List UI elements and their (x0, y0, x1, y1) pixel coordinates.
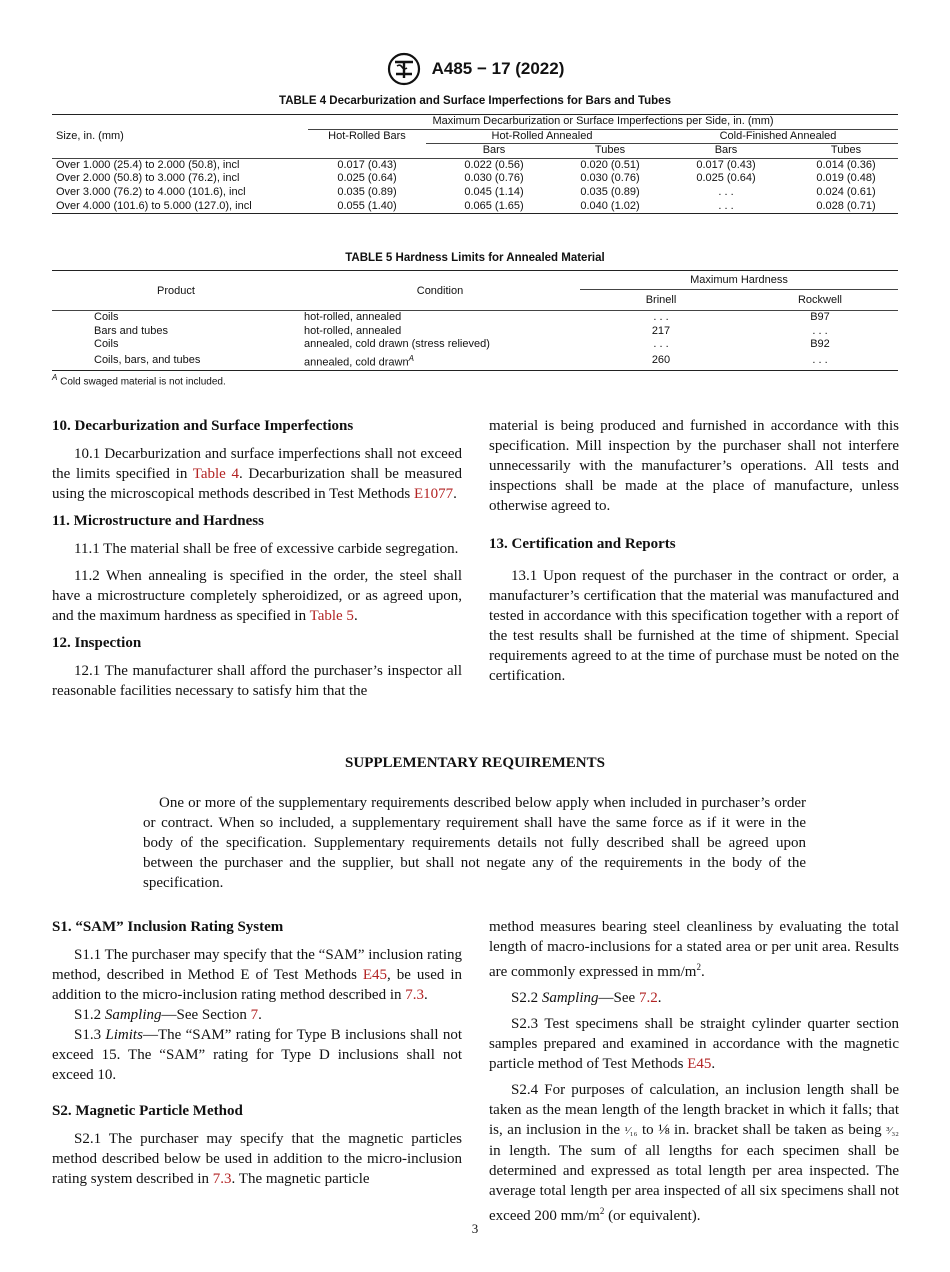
para-s2-2 (489, 988, 899, 1008)
text: S1.3 (74, 1027, 106, 1043)
text: 11.2 When annealing is specified in the order, the steel shall have a microstructure completely spheroidized, or as agreed upon, and the maximum hardness as specified in (52, 568, 462, 624)
text: S2.4 For purposes of calculation, an inclusion length shall be taken as the mean length of the length bracket in which it falls; that is, an inclusion in the (489, 1082, 899, 1138)
table5-cell: annealed, cold drawn (stress relieved) (304, 338, 490, 351)
superscript: 2 (696, 962, 701, 972)
table4-cell: 0.017 (0.43) (696, 158, 756, 171)
text: . (353, 608, 358, 624)
table5-rockwell-header: Rockwell (797, 294, 842, 306)
para-s1-2 (52, 1005, 462, 1025)
supplementary-right-column (489, 917, 899, 1233)
s2-title: S2. Magnetic Particle Method (52, 1103, 243, 1119)
table5-cell: . . . (653, 311, 669, 323)
text: method measures bearing steel cleanliness by evaluating the total length of macro-inclusions for a stated area or per unit area. Results are commonly expressed in mm/m (489, 919, 899, 980)
table4-cell: 0.030 (0.76) (580, 172, 640, 185)
text: . (711, 1056, 716, 1072)
table5-cell: Bars and tubes (94, 324, 168, 337)
text: —See Section (161, 1007, 251, 1023)
section-7-link[interactable]: 7 (250, 1007, 259, 1023)
table4-cell: 0.030 (0.76) (464, 172, 524, 185)
table5 (52, 270, 898, 371)
table5-cell: hot-rolled, annealed (304, 311, 402, 323)
text: 10.1 Decarburization and surface imperfections shall not exceed the limits specified in (52, 446, 462, 482)
right-column-sections (489, 416, 899, 693)
table4-cell: 0.025 (0.64) (337, 172, 397, 185)
text: —See (598, 990, 639, 1006)
e1077-link[interactable]: E1077 (413, 486, 454, 502)
para-s2-1 (52, 1129, 462, 1189)
table4-caption: TABLE 4 Decarburization and Surface Imperfections for Bars and Tubes (279, 95, 671, 107)
table5-product-header: Product (157, 284, 195, 297)
section-7-2-link[interactable]: 7.2 (638, 990, 658, 1006)
text: . The magnetic particle (231, 1171, 370, 1187)
table5-footnote (52, 373, 226, 387)
table4-cell: 0.019 (0.48) (816, 172, 876, 185)
section-13-title: 13. Certification and Reports (489, 536, 676, 552)
supplementary-intro: One or more of the supplementary requirements described below apply when included in purchaser’s order or contract. When so included, a supplementary requirement shall have the same force as if it were in the body of the specification. Supplementary requirements details not fully described shall be agreed upon between the purchaser and the supplier, but shall not negate any of the requirements in the body of the specification. (143, 795, 806, 891)
table4-cell: . . . (718, 199, 734, 212)
fraction: ¹⁄₁₆ (624, 1125, 638, 1137)
text: —The “SAM” rating for Type B inclusions shall not exceed 15. The “SAM” rating for Type D inclusions shall not exceed 10. (52, 1027, 463, 1083)
footnote-text: Cold swaged material is not included. (60, 376, 226, 388)
table4-cell: Over 2.000 (50.8) to 3.000 (76.2), incl (56, 172, 240, 185)
section-7-3-link[interactable]: 7.3 (212, 1171, 232, 1187)
table5-caption: TABLE 5 Hardness Limits for Annealed Material (345, 252, 605, 264)
table4-cell: 0.035 (0.89) (337, 185, 397, 198)
text: . Decarburization shall be measured using the microscopical methods described in Test Methods (52, 466, 462, 502)
text: S1.1 The purchaser may specify that the “SAM” inclusion rating method, described in Method E of Test Methods (52, 947, 462, 983)
table5-cell: 217 (651, 324, 671, 337)
superscript: 2 (599, 1206, 605, 1216)
table4-spanning-header: Maximum Decarburization or Surface Imperfections per Side, in. (mm) (308, 115, 898, 130)
page-number: 3 (471, 1221, 479, 1236)
para-s2-4 (489, 1080, 899, 1226)
table5-condition-header: Condition (416, 284, 464, 297)
table5-brinell-header: Brinell (645, 294, 677, 306)
table5-max-hardness-header: Maximum Hardness (580, 271, 898, 290)
supplementary-left-column (52, 917, 462, 1189)
fraction: ³⁄₃₂ (886, 1125, 899, 1137)
table-row (52, 186, 898, 200)
table-row (52, 158, 898, 172)
text: . (424, 987, 428, 1003)
table4-cell: 0.020 (0.51) (580, 158, 640, 171)
table4-cell: 0.045 (1.14) (464, 185, 524, 198)
para-s1-1 (52, 945, 462, 1005)
footnote-mark: A (52, 373, 58, 382)
table4-cell: 0.065 (1.65) (464, 199, 524, 212)
text: (or equivalent). (604, 1208, 701, 1224)
para-s2-3 (489, 1014, 899, 1074)
table5-cell: 260 (651, 354, 671, 367)
text: . (657, 990, 662, 1006)
table4-sub-bars: Bars (714, 144, 738, 157)
text: in length. The sum of all lengths for each specimen shall be determined and expressed as total length per area inspected. The average total length per area inspected of all six specimens shall not exceed 200 mm/m (489, 1143, 899, 1224)
para-11-1: 11.1 The material shall be free of excessive carbide segregation. (74, 541, 459, 557)
table4-sub-bars: Bars (482, 144, 506, 157)
table5-cell: . . . (812, 324, 828, 337)
table5-link[interactable]: Table 5 (309, 608, 354, 624)
table4-link[interactable]: Table 4 (192, 466, 239, 482)
para-11-2 (52, 566, 462, 626)
text: in. bracket shall be taken as being (669, 1122, 887, 1138)
text: S1.2 (74, 1007, 105, 1023)
left-column-sections (52, 416, 462, 701)
text: Sampling (104, 1007, 162, 1023)
text: , be used in addition to the micro-inclusion rating method described in (52, 967, 462, 1003)
supplementary-title: SUPPLEMENTARY REQUIREMENTS (345, 755, 605, 771)
table4-cell: . . . (718, 185, 734, 198)
text: S2.3 Test specimens shall be straight cylinder quarter section samples prepared and examined in accordance with the magnetic particle method of Test Methods (489, 1016, 899, 1072)
table5-cell: hot-rolled, annealed (304, 324, 402, 337)
para-10-1 (52, 444, 462, 504)
astm-logo-icon (386, 52, 422, 86)
table4-sub-tubes: Tubes (830, 144, 862, 157)
page-header (0, 52, 950, 86)
table4-cell: 0.022 (0.56) (464, 158, 524, 171)
para-s2-1-continued (489, 917, 899, 982)
standard-designation: A485 − 17 (2022) (431, 59, 565, 78)
table4-cell: 0.055 (1.40) (337, 199, 397, 212)
e45-link[interactable]: E45 (687, 1056, 712, 1072)
table5-cell: Coils (94, 311, 119, 323)
table-row (52, 200, 898, 214)
table4-cell: Over 3.000 (76.2) to 4.000 (101.6), incl (56, 185, 246, 198)
table4-size-header: Size, in. (mm) (56, 129, 124, 142)
table4-group-hot-rolled-bars: Hot-Rolled Bars (328, 129, 406, 142)
table5-cell: . . . (653, 338, 669, 351)
table-row (52, 311, 898, 325)
section-7-3-link[interactable]: 7.3 (405, 987, 425, 1003)
text: S2.2 (511, 990, 542, 1006)
table5-cell (300, 352, 580, 371)
text: S2.1 The purchaser may specify that the magnetic particles method described below be used in addition to the micro-inclusion rating system described in (52, 1131, 462, 1187)
s1-title: S1. “SAM” Inclusion Rating System (52, 919, 284, 935)
text: Sampling (541, 990, 599, 1006)
text: . (258, 1007, 262, 1023)
table5-cell: Coils, bars, and tubes (94, 354, 201, 367)
section-11-title: 11. Microstructure and Hardness (52, 513, 264, 529)
table5-cell: B97 (810, 311, 830, 323)
para-12-1-continued: material is being produced and furnished in accordance with this specification. Mill inspection by the purchaser shall not interfere unnecessarily with the manufacturer’s operations. All tests and inspections shall be made at the place of manufacture, unless otherwise agreed to. (489, 418, 899, 514)
para-13-1: 13.1 Upon request of the purchaser in the contract or order, a manufacturer’s certification that the material was manufactured and tested in accordance with this specification together with a report of the test results shall be furnished at the time of shipment. Special requirements agreed to at the time of purchase must be noted on the certification. (489, 568, 899, 684)
text: to (637, 1122, 659, 1138)
table5-cell: Coils (94, 338, 119, 351)
table5-cell: . . . (812, 354, 828, 367)
table4-cell: Over 4.000 (101.6) to 5.000 (127.0), incl (56, 199, 252, 212)
table4-cell: 0.025 (0.64) (696, 172, 756, 185)
table4-cell: Over 1.000 (25.4) to 2.000 (50.8), incl (56, 158, 240, 171)
para-s1-3 (52, 1025, 462, 1085)
table-row (52, 338, 898, 352)
table4-group-cold-finished-annealed: Cold-Finished Annealed (658, 129, 898, 144)
table4-cell: 0.024 (0.61) (816, 185, 876, 198)
table-row (52, 172, 898, 186)
e45-link[interactable]: E45 (362, 967, 388, 983)
table4-sub-tubes: Tubes (594, 144, 626, 157)
fraction: ⅛ (658, 1122, 670, 1138)
table4-cell: 0.017 (0.43) (337, 158, 397, 171)
table4-cell: 0.035 (0.89) (580, 185, 640, 198)
table5-cell-text: annealed, cold drawn (304, 356, 409, 369)
text: Limits (105, 1027, 143, 1043)
section-10-title: 10. Decarburization and Surface Imperfections (52, 418, 354, 434)
table5-cell: B92 (810, 338, 830, 351)
footnote-mark: A (408, 353, 414, 363)
table4-cell: 0.014 (0.36) (816, 158, 876, 171)
table4-group-hot-rolled-annealed: Hot-Rolled Annealed (426, 129, 658, 144)
table-row (52, 325, 898, 339)
text: . (700, 964, 705, 980)
para-12-1: 12.1 The manufacturer shall afford the purchaser’s inspector all reasonable facilities necessary to satisfy him that the (52, 663, 462, 699)
text: . (453, 486, 457, 502)
section-12-title: 12. Inspection (52, 635, 142, 651)
table4 (52, 114, 898, 214)
table4-cell: 0.028 (0.71) (816, 199, 876, 212)
table4-cell: 0.040 (1.02) (580, 199, 640, 212)
table-row (52, 352, 898, 371)
